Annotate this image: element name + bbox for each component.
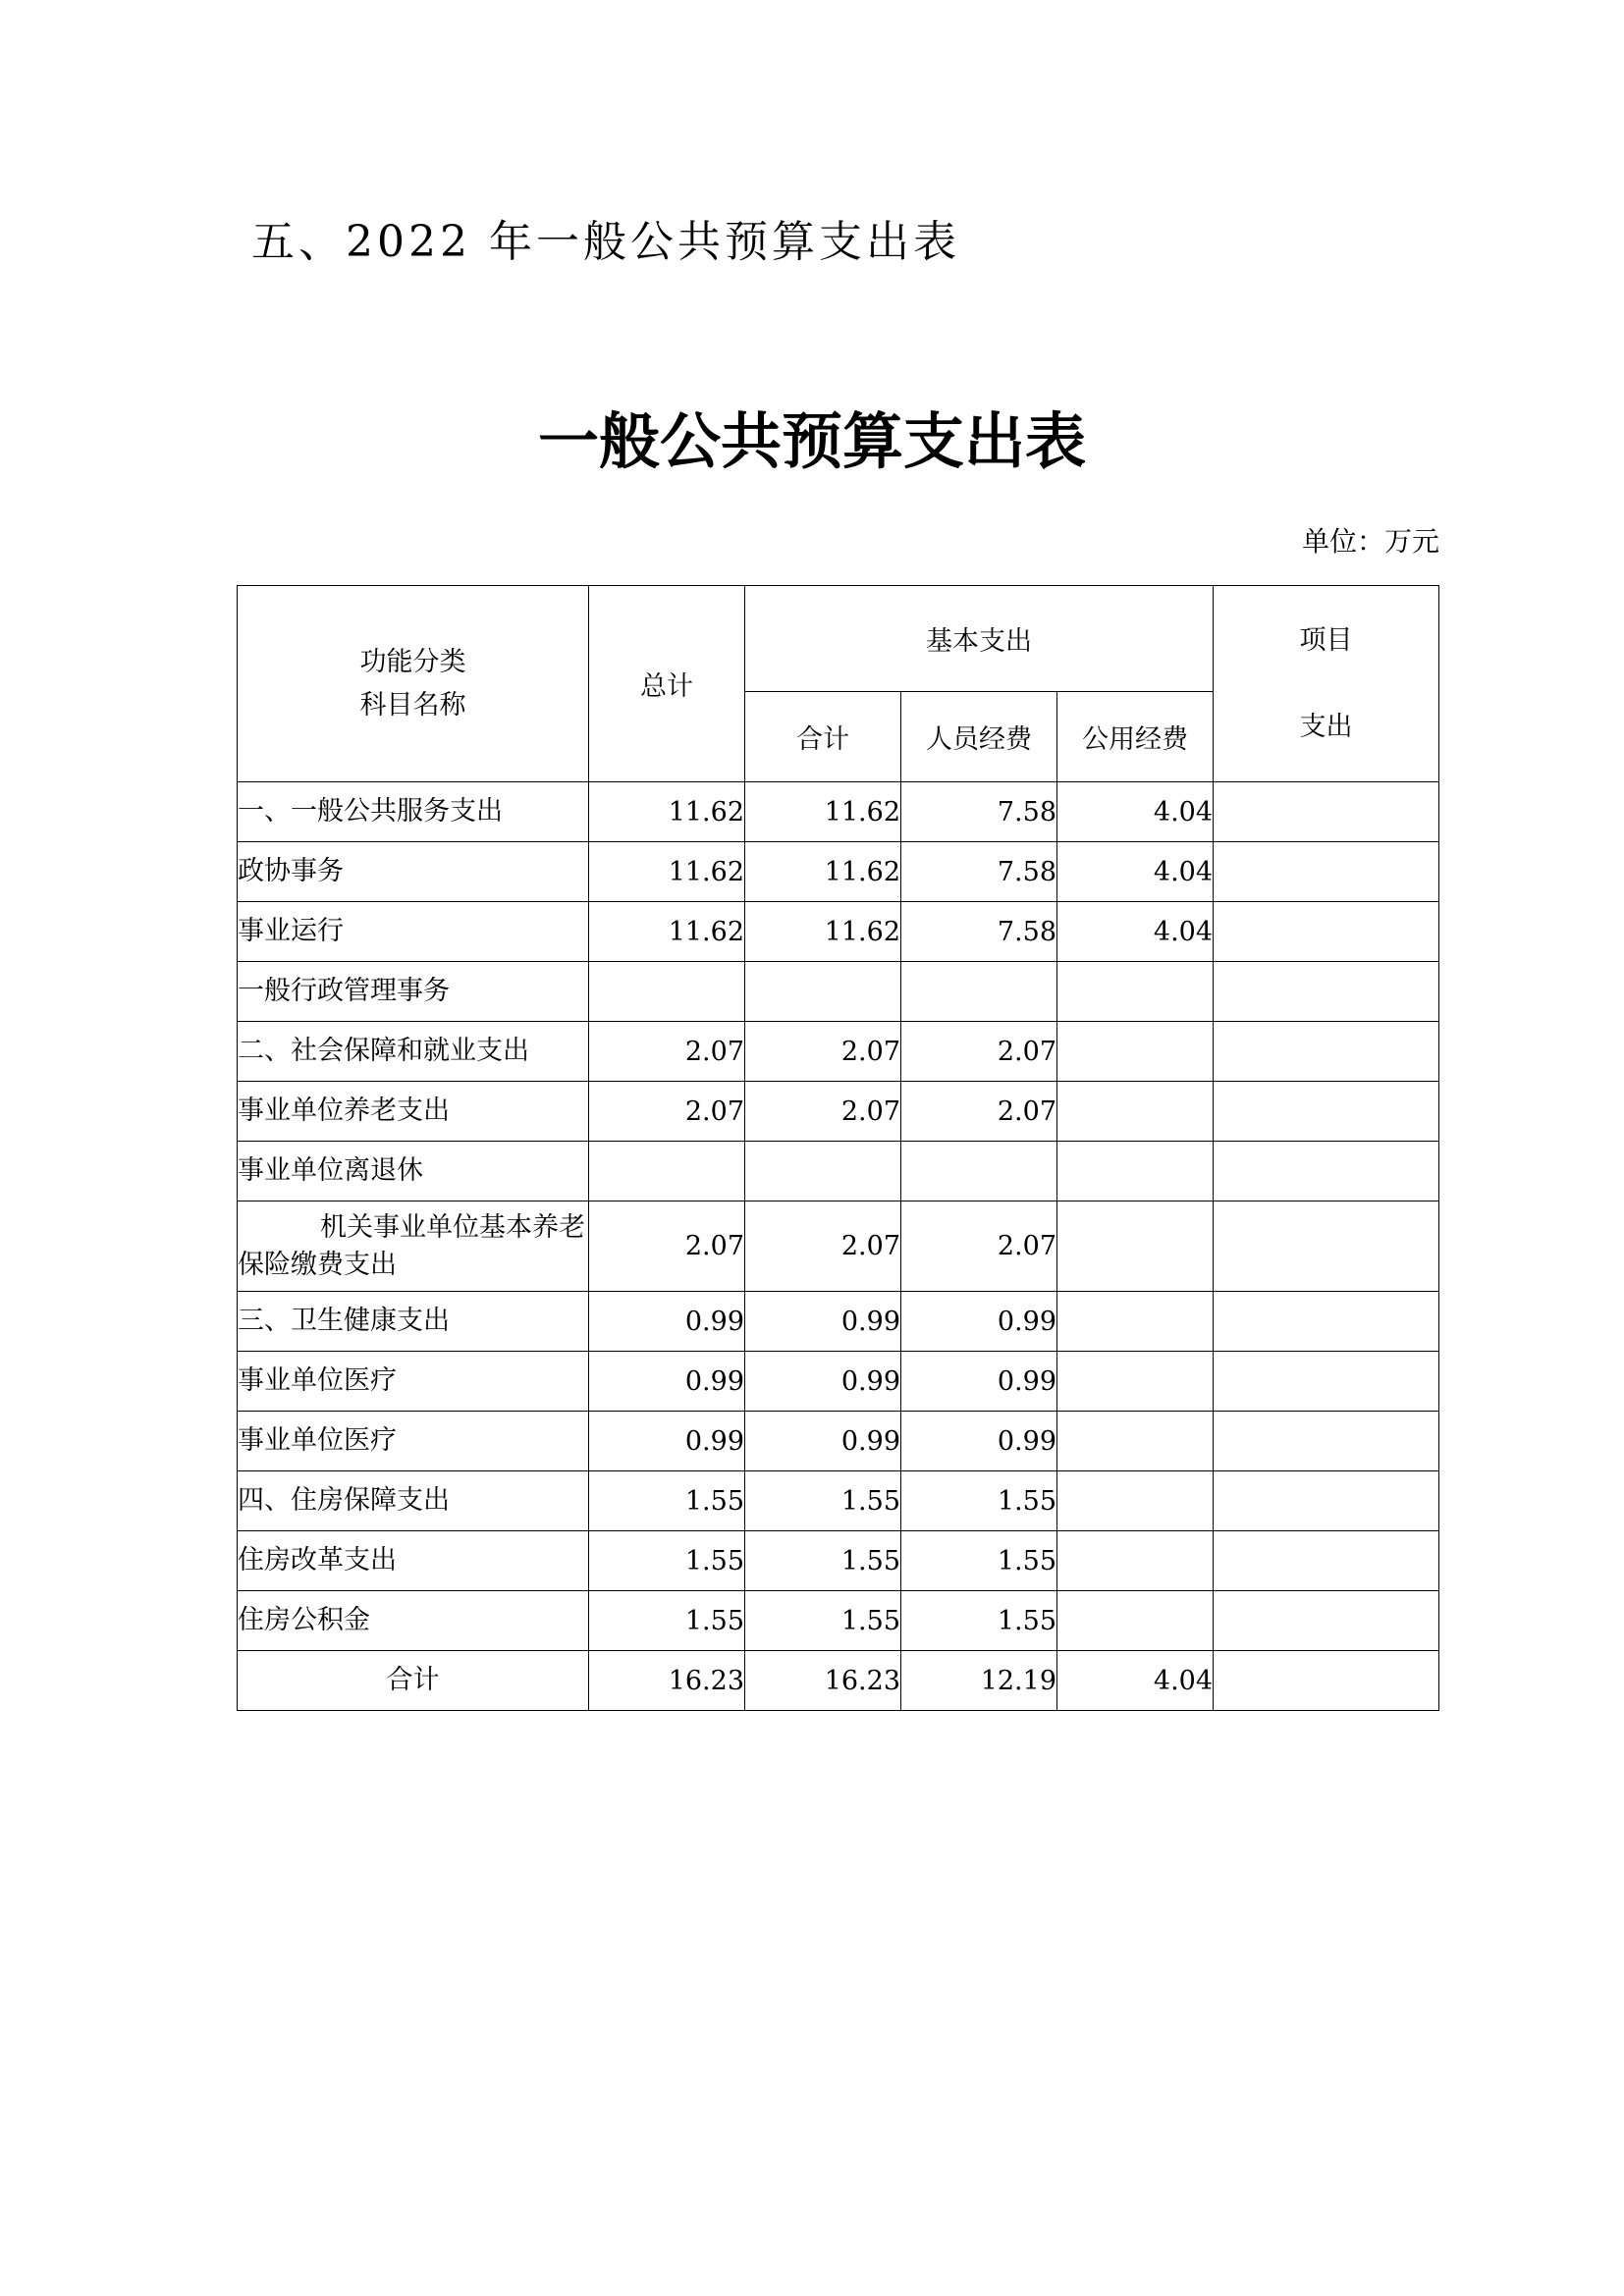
cell-total — [589, 1142, 745, 1201]
table-row — [238, 1201, 1439, 1292]
cell-subtotal: 11.62 — [745, 902, 901, 962]
cell-personnel: 2.07 — [901, 1201, 1057, 1292]
cell-personnel: 1.55 — [901, 1471, 1057, 1531]
cell-personnel: 2.07 — [901, 1082, 1057, 1142]
row-name: 一、一般公共服务支出 — [238, 782, 589, 842]
cell-subtotal: 1.55 — [745, 1531, 901, 1591]
row-name: 事业单位医疗 — [238, 1352, 589, 1412]
cell-personnel — [901, 1142, 1057, 1201]
header-total: 总计 — [589, 586, 745, 782]
cell-personnel — [901, 962, 1057, 1022]
header-category — [238, 586, 589, 782]
cell-project — [1214, 1412, 1439, 1471]
table-row — [238, 1022, 1439, 1082]
cell-public: 4.04 — [1057, 842, 1214, 902]
row-name: 三、卫生健康支出 — [238, 1292, 589, 1352]
cell-subtotal — [745, 1142, 901, 1201]
cell-personnel: 0.99 — [901, 1412, 1057, 1471]
cell-project — [1214, 1531, 1439, 1591]
row-name: 四、住房保障支出 — [238, 1471, 589, 1531]
cell-project — [1214, 1292, 1439, 1352]
row-name: 一般行政管理事务 — [238, 962, 589, 1022]
table-row — [238, 1591, 1439, 1651]
budget-expenditure-table — [237, 585, 1439, 1711]
cell-project — [1214, 842, 1439, 902]
header-basic-subtotal: 合计 — [745, 692, 901, 782]
header-project-expenditure — [1214, 586, 1439, 782]
cell-project — [1214, 1142, 1439, 1201]
cell-total: 1.55 — [589, 1591, 745, 1651]
cell-subtotal: 11.62 — [745, 842, 901, 902]
cell-public: 4.04 — [1057, 1651, 1214, 1711]
row-name: 政协事务 — [238, 842, 589, 902]
cell-project — [1214, 1651, 1439, 1711]
cell-personnel: 7.58 — [901, 902, 1057, 962]
total-row-label: 合计 — [238, 1651, 589, 1711]
table-row — [238, 1471, 1439, 1531]
table-row — [238, 782, 1439, 842]
cell-total: 11.62 — [589, 842, 745, 902]
cell-project — [1214, 1471, 1439, 1531]
table-row — [238, 842, 1439, 902]
cell-total: 16.23 — [589, 1651, 745, 1711]
cell-total: 2.07 — [589, 1082, 745, 1142]
cell-subtotal: 1.55 — [745, 1591, 901, 1651]
row-name: 住房改革支出 — [238, 1531, 589, 1591]
table-row — [238, 1292, 1439, 1352]
cell-public — [1057, 1201, 1214, 1292]
cell-subtotal: 0.99 — [745, 1292, 901, 1352]
cell-total: 2.07 — [589, 1201, 745, 1292]
cell-public: 4.04 — [1057, 902, 1214, 962]
cell-personnel: 1.55 — [901, 1531, 1057, 1591]
cell-public — [1057, 1022, 1214, 1082]
cell-public — [1057, 1142, 1214, 1201]
cell-public — [1057, 1352, 1214, 1412]
cell-total: 0.99 — [589, 1292, 745, 1352]
cell-subtotal: 0.99 — [745, 1352, 901, 1412]
table-row — [238, 1142, 1439, 1201]
section-heading: 五、2022 年一般公共预算支出表 — [251, 217, 960, 267]
header-personnel: 人员经费 — [901, 692, 1057, 782]
cell-total: 1.55 — [589, 1471, 745, 1531]
cell-total — [589, 962, 745, 1022]
document-title: 一般公共预算支出表 — [537, 405, 1086, 477]
cell-public — [1057, 1082, 1214, 1142]
cell-project — [1214, 1082, 1439, 1142]
cell-subtotal: 1.55 — [745, 1471, 901, 1531]
cell-public — [1057, 1471, 1214, 1531]
cell-total: 11.62 — [589, 902, 745, 962]
cell-public — [1057, 1292, 1214, 1352]
cell-project — [1214, 1591, 1439, 1651]
cell-personnel: 0.99 — [901, 1352, 1057, 1412]
header-public: 公用经费 — [1057, 692, 1214, 782]
cell-project — [1214, 1022, 1439, 1082]
table-row — [238, 1082, 1439, 1142]
table-row — [238, 1531, 1439, 1591]
unit-label: 单位：万元 — [1301, 525, 1439, 558]
cell-subtotal: 2.07 — [745, 1082, 901, 1142]
header-basic-expenditure: 基本支出 — [745, 586, 1214, 692]
cell-subtotal — [745, 962, 901, 1022]
header-category-line2: 科目名称 — [359, 689, 466, 721]
cell-subtotal: 16.23 — [745, 1651, 901, 1711]
table-row — [238, 962, 1439, 1022]
cell-project — [1214, 962, 1439, 1022]
table-header-row — [238, 586, 1439, 692]
cell-personnel: 1.55 — [901, 1591, 1057, 1651]
row-name: 住房公积金 — [238, 1591, 589, 1651]
cell-public — [1057, 1531, 1214, 1591]
cell-total: 1.55 — [589, 1531, 745, 1591]
cell-personnel: 7.58 — [901, 782, 1057, 842]
row-name: 机关事业单位基本养老保险缴费支出 — [238, 1201, 589, 1292]
table-row — [238, 1412, 1439, 1471]
row-name: 二、社会保障和就业支出 — [238, 1022, 589, 1082]
cell-total: 0.99 — [589, 1352, 745, 1412]
cell-project — [1214, 1201, 1439, 1292]
table-row — [238, 902, 1439, 962]
cell-personnel: 7.58 — [901, 842, 1057, 902]
row-name: 事业运行 — [238, 902, 589, 962]
row-name: 事业单位养老支出 — [238, 1082, 589, 1142]
cell-personnel: 12.19 — [901, 1651, 1057, 1711]
table-total-row — [238, 1651, 1439, 1711]
cell-total: 0.99 — [589, 1412, 745, 1471]
header-category-line1: 功能分类 — [359, 646, 466, 677]
cell-personnel: 0.99 — [901, 1292, 1057, 1352]
cell-total: 11.62 — [589, 782, 745, 842]
table-row — [238, 1352, 1439, 1412]
cell-public — [1057, 1591, 1214, 1651]
cell-project — [1214, 1352, 1439, 1412]
cell-subtotal: 2.07 — [745, 1022, 901, 1082]
cell-project — [1214, 782, 1439, 842]
cell-total: 2.07 — [589, 1022, 745, 1082]
cell-subtotal: 11.62 — [745, 782, 901, 842]
cell-project — [1214, 902, 1439, 962]
cell-public — [1057, 962, 1214, 1022]
cell-public: 4.04 — [1057, 782, 1214, 842]
header-project-line2: 支出 — [1299, 711, 1353, 742]
cell-personnel: 2.07 — [901, 1022, 1057, 1082]
row-name: 事业单位离退休 — [238, 1142, 589, 1201]
row-name: 事业单位医疗 — [238, 1412, 589, 1471]
cell-subtotal: 0.99 — [745, 1412, 901, 1471]
cell-public — [1057, 1412, 1214, 1471]
header-project-line1: 项目 — [1299, 624, 1353, 656]
cell-subtotal: 2.07 — [745, 1201, 901, 1292]
